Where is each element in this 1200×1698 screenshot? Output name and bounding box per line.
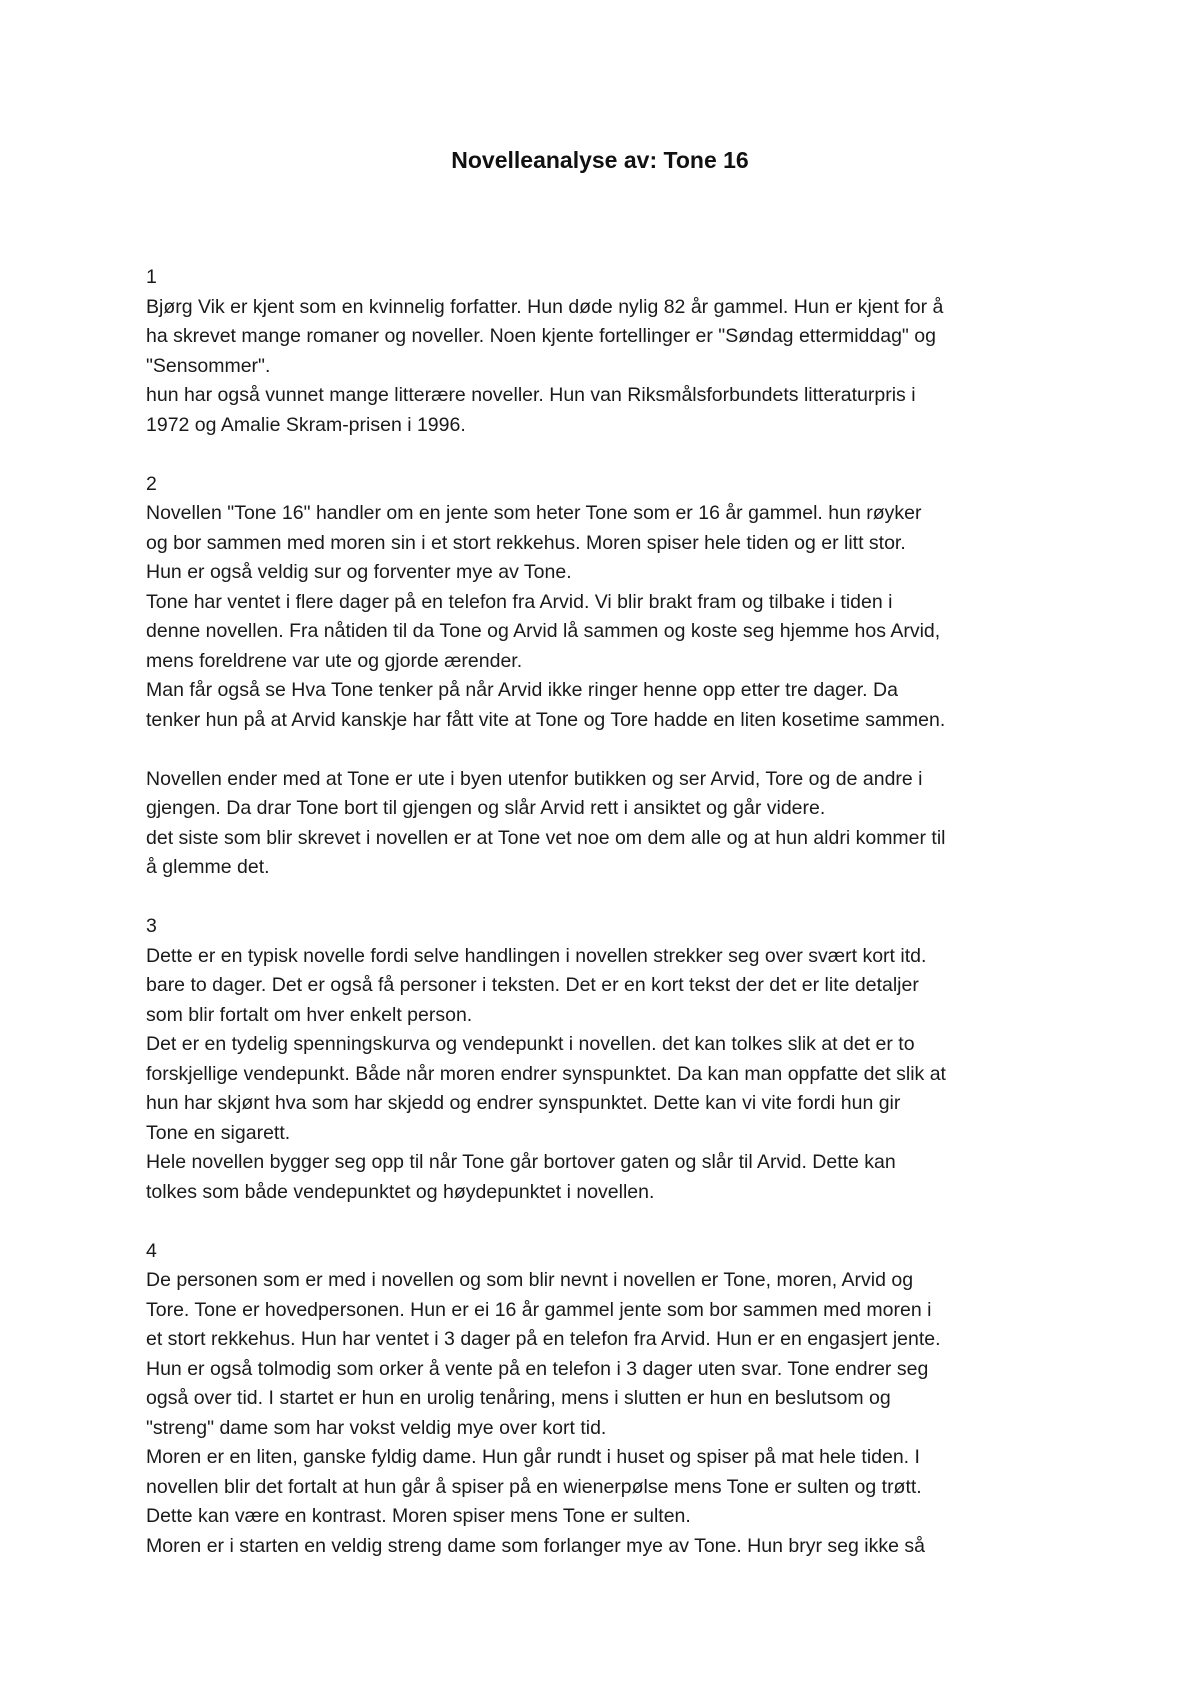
paragraph-line: Hele novellen bygger seg opp til når Tone går bortover gaten og slår til Arvid. Dette kan [146,1151,896,1173]
blank-line [146,735,1076,765]
paragraph-line: hun har skjønt hva som har skjedd og endrer synspunktet. Dette kan vi vite fordi hun gir [146,1092,901,1114]
paragraph-line: tolkes som både vendepunktet og høydepunktet i novellen. [146,1180,655,1203]
paragraph-line: forskjellige vendepunkt. Både når moren endrer synspunktet. Da kan man oppfatte det slik at [146,1062,946,1085]
paragraph-line: novellen blir det fortalt at hun går å spiser på en wienerpølse mens Tone er sulten og trøtt. [146,1475,922,1498]
blank-line [146,440,1076,470]
paragraph-line: Novellen "Tone 16" handler om en jente som heter Tone som er 16 år gammel. hun røyker [146,502,922,524]
section-number: 3 [146,915,157,937]
paragraph-line: Moren er en liten, ganske fyldig dame. Hun går rundt i huset og spiser på mat hele tiden. I [146,1446,920,1468]
paragraph-line: Dette er en typisk novelle fordi selve handlingen i novellen strekker seg over svært kort itd. [146,944,927,967]
paragraph-line: som blir fortalt om hver enkelt person. [146,1003,473,1026]
document-body [146,263,1076,1561]
paragraph-line: Novellen ender med at Tone er ute i byen utenfor butikken og ser Arvid, Tore og de andre i [146,767,923,790]
paragraph-line: mens foreldrene var ute og gjorde ærender. [146,649,523,672]
paragraph-line: et stort rekkehus. Hun har ventet i 3 dager på en telefon fra Arvid. Hun er en engasjert jente. [146,1328,941,1350]
paragraph-line: Tore. Tone er hovedpersonen. Hun er ei 16 år gammel jente som bor sammen med moren i [146,1298,932,1321]
paragraph-line: ha skrevet mange romaner og noveller. Noen kjente fortellinger er "Søndag ettermiddag" og [146,325,936,347]
paragraph-line: "streng" dame som har vokst veldig mye over kort tid. [146,1416,607,1439]
paragraph-line: tenker hun på at Arvid kanskje har fått vite at Tone og Tore hadde en liten kosetime sammen. [146,708,946,731]
paragraph-line: denne novellen. Fra nåtiden til da Tone og Arvid lå sammen og koste seg hjemme hos Arvid, [146,620,941,642]
paragraph-line: Man får også se Hva Tone tenker på når Arvid ikke ringer henne opp etter tre dager. Da [146,679,898,701]
paragraph-line: 1972 og Amalie Skram-prisen i 1996. [146,413,466,436]
paragraph-line: De personen som er med i novellen og som blir nevnt i novellen er Tone, moren, Arvid og [146,1269,914,1291]
document-title: Novelleanalyse av: Tone 16 [451,147,749,173]
paragraph-line: Bjørg Vik er kjent som en kvinnelig forfatter. Hun døde nylig 82 år gammel. Hun er kjent for å [146,295,944,318]
blank-line [146,883,1076,913]
paragraph-line: Hun er også veldig sur og forventer mye av Tone. [146,561,572,583]
blank-line [146,1207,1076,1237]
section-number: 1 [146,266,157,288]
paragraph-line: Moren er i starten en veldig streng dame som forlanger mye av Tone. Hun bryr seg ikke så [146,1534,925,1557]
paragraph-line: og bor sammen med moren sin i et stort rekkehus. Moren spiser hele tiden og er litt stor. [146,531,906,554]
section-number: 4 [146,1239,157,1262]
paragraph-line: Tone har ventet i flere dager på en telefon fra Arvid. Vi blir brakt fram og tilbake i tiden i [146,590,893,613]
paragraph-line: å glemme det. [146,856,270,878]
paragraph-line: Tone en sigarett. [146,1121,291,1144]
paragraph-line: det siste som blir skrevet i novellen er at Tone vet noe om dem alle og at hun aldri kommer til [146,826,946,849]
paragraph-line: også over tid. I startet er hun en urolig tenåring, mens i slutten er hun en beslutsom og [146,1387,891,1409]
paragraph-line: Hun er også tolmodig som orker å vente på en telefon i 3 dager uten svar. Tone endrer seg [146,1357,929,1380]
paragraph-line: gjengen. Da drar Tone bort til gjengen og slår Arvid rett i ansiktet og går videre. [146,797,826,819]
paragraph-line: bare to dager. Det er også få personer i teksten. Det er en kort tekst der det er lite detaljer [146,974,919,996]
section-number: 2 [146,472,157,495]
paragraph-line: hun har også vunnet mange litterære noveller. Hun van Riksmålsforbundets litteraturpris i [146,384,916,406]
paragraph-line: "Sensommer". [146,354,271,377]
paragraph-line: Det er en tydelig spenningskurva og vendepunkt i novellen. det kan tolkes slik at det er to [146,1033,915,1055]
paragraph-line: Dette kan være en kontrast. Moren spiser mens Tone er sulten. [146,1505,691,1527]
